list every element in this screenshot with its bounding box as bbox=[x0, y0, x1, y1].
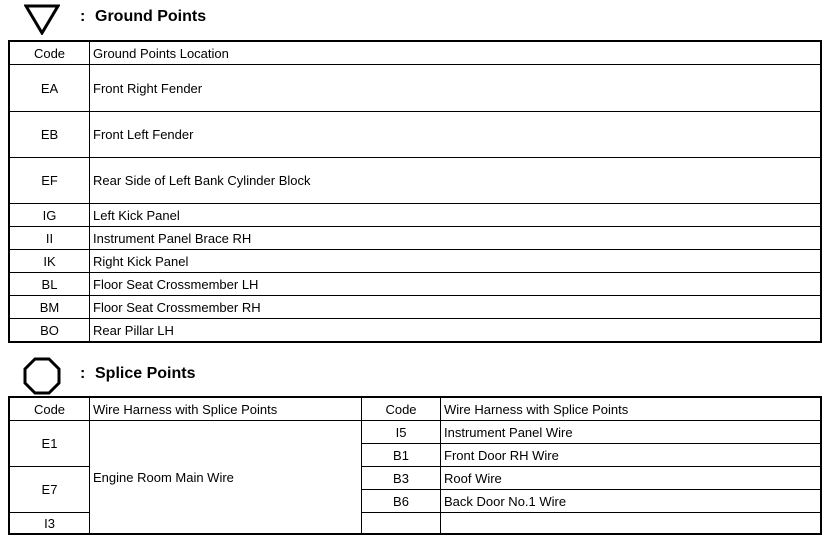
ground-colon: : bbox=[80, 8, 86, 25]
splice-harness: Engine Room Main Wire bbox=[90, 421, 362, 534]
ground-code: IG bbox=[10, 204, 90, 227]
empty-cell bbox=[441, 513, 821, 534]
ground-location: Floor Seat Crossmember RH bbox=[90, 296, 821, 319]
ground-code: EA bbox=[10, 65, 90, 112]
ground-location: Instrument Panel Brace RH bbox=[90, 227, 821, 250]
table-row bbox=[10, 421, 821, 444]
splice-code-header: Code bbox=[10, 398, 90, 421]
splice-code: I3 bbox=[10, 513, 90, 534]
splice-code: B3 bbox=[362, 467, 441, 490]
ground-points-table bbox=[9, 41, 821, 342]
table-row bbox=[10, 65, 821, 112]
splice-code: I5 bbox=[362, 421, 441, 444]
table-row bbox=[10, 112, 821, 158]
splice-points-title: Splice Points bbox=[95, 365, 196, 382]
splice-harness: Back Door No.1 Wire bbox=[441, 490, 821, 513]
splice-harness: Instrument Panel Wire bbox=[441, 421, 821, 444]
ground-location: Front Left Fender bbox=[90, 112, 821, 158]
ground-location-header: Ground Points Location bbox=[90, 42, 821, 65]
ground-code: EF bbox=[10, 158, 90, 204]
triangle-ground-icon bbox=[24, 3, 60, 35]
ground-code: II bbox=[10, 227, 90, 250]
ground-code: BM bbox=[10, 296, 90, 319]
table-row bbox=[10, 227, 821, 250]
ground-code: BO bbox=[10, 319, 90, 342]
splice-points-header bbox=[0, 354, 832, 394]
empty-cell bbox=[362, 513, 441, 534]
table-row bbox=[10, 250, 821, 273]
splice-points-table bbox=[9, 397, 821, 534]
splice-code: E7 bbox=[10, 467, 90, 513]
splice-harness: Front Door RH Wire bbox=[441, 444, 821, 467]
ground-location: Front Right Fender bbox=[90, 65, 821, 112]
ground-code: BL bbox=[10, 273, 90, 296]
splice-code: E1 bbox=[10, 421, 90, 467]
table-row bbox=[10, 204, 821, 227]
ground-location: Left Kick Panel bbox=[90, 204, 821, 227]
ground-code-header: Code bbox=[10, 42, 90, 65]
splice-code: B1 bbox=[362, 444, 441, 467]
ground-points-title: Ground Points bbox=[95, 8, 207, 25]
ground-points-header bbox=[0, 0, 832, 40]
ground-location: Rear Side of Left Bank Cylinder Block bbox=[90, 158, 821, 204]
octagon-splice-icon bbox=[23, 357, 61, 395]
ground-header-row bbox=[10, 42, 821, 65]
ground-code: EB bbox=[10, 112, 90, 158]
splice-harness-header: Wire Harness with Splice Points bbox=[90, 398, 362, 421]
splice-header-row bbox=[10, 398, 821, 421]
splice-harness: Roof Wire bbox=[441, 467, 821, 490]
splice-code-header-2: Code bbox=[362, 398, 441, 421]
table-row bbox=[10, 158, 821, 204]
splice-code: B6 bbox=[362, 490, 441, 513]
table-row bbox=[10, 296, 821, 319]
splice-colon: : bbox=[80, 365, 86, 382]
table-row bbox=[10, 273, 821, 296]
ground-code: IK bbox=[10, 250, 90, 273]
ground-location: Floor Seat Crossmember LH bbox=[90, 273, 821, 296]
ground-location: Rear Pillar LH bbox=[90, 319, 821, 342]
table-row bbox=[10, 319, 821, 342]
splice-harness-header-2: Wire Harness with Splice Points bbox=[441, 398, 821, 421]
ground-location: Right Kick Panel bbox=[90, 250, 821, 273]
